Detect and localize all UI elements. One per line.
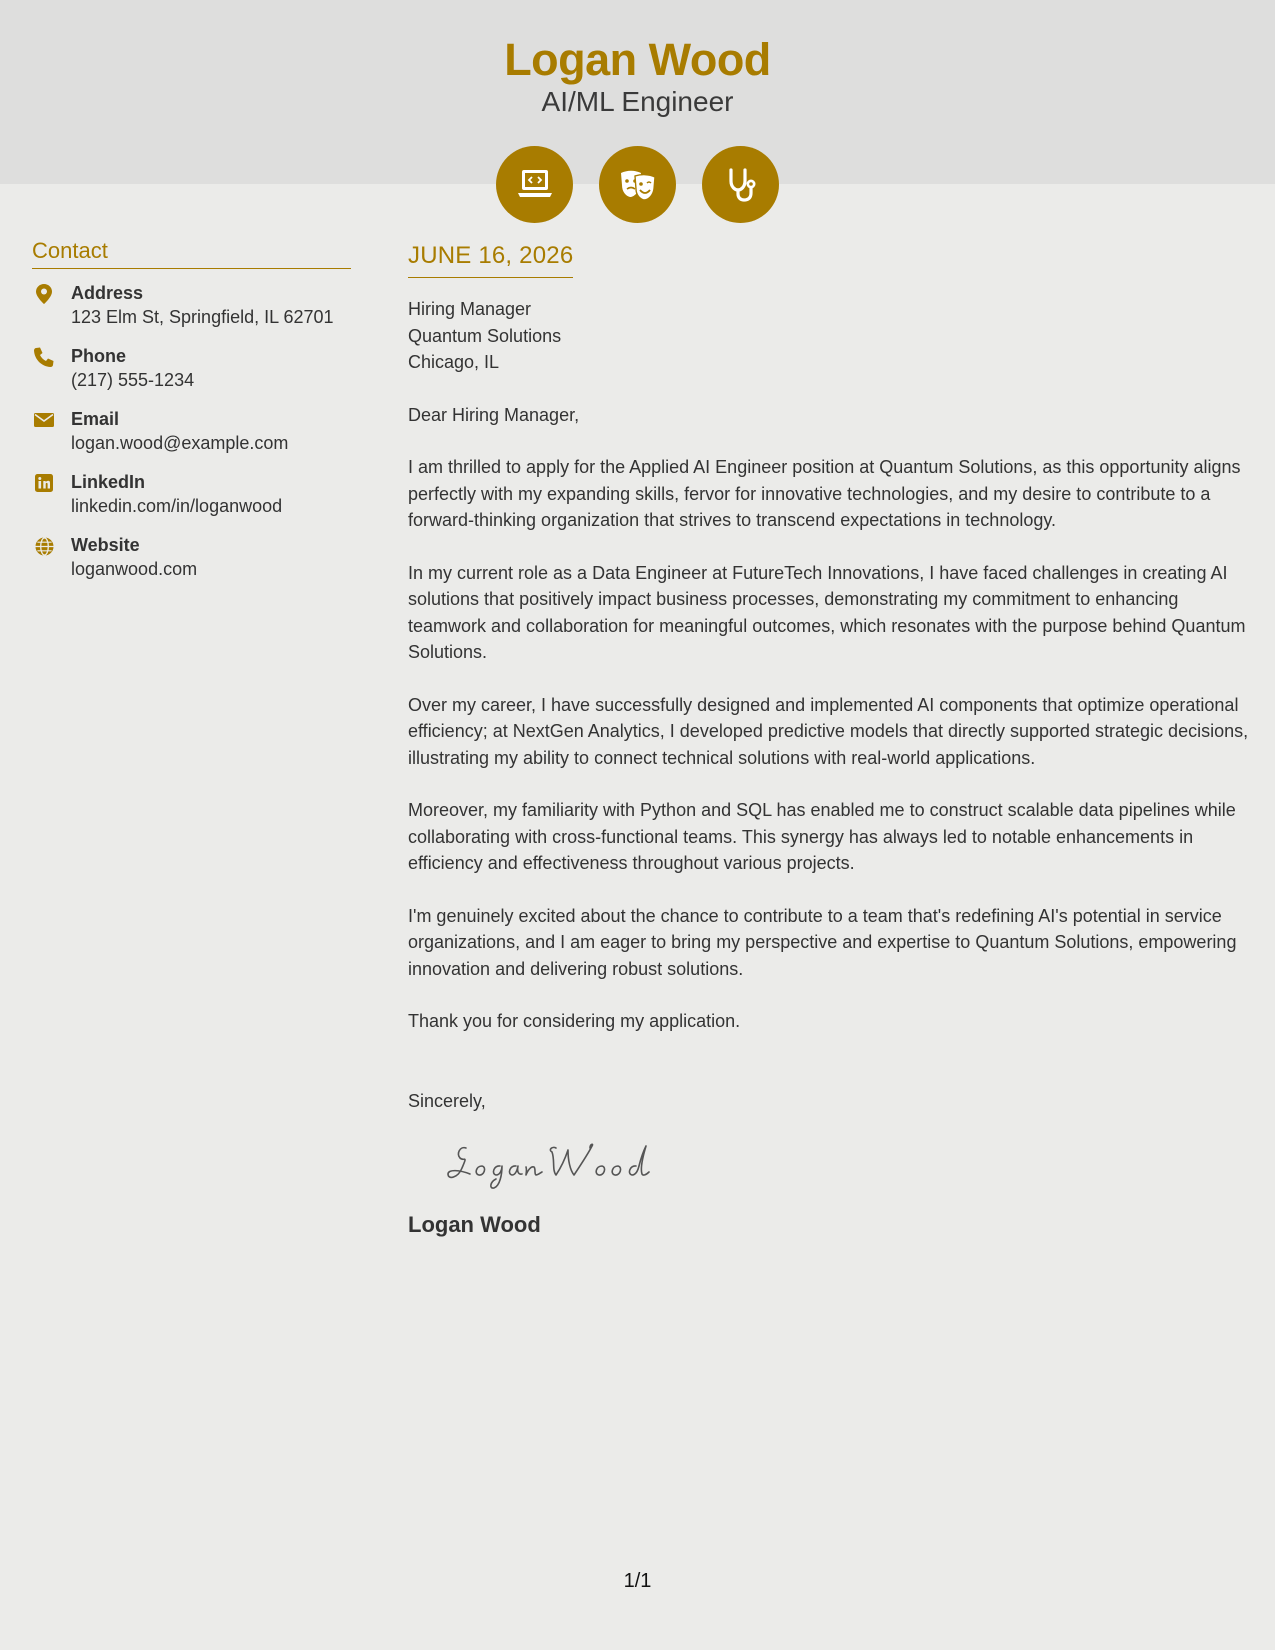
linkedin-icon [34,473,54,493]
letter-body [408,240,1250,1239]
contact-linkedin [32,470,351,533]
letter-paragraph: In my current role as a Data Engineer at FutureTech Innovations, I have faced challenges in creating AI solutions that positively impact business processes, demonstrating my commitment to enhancing teamwork and collaboration for meaningful outcomes, which resonates with the purpose behind Quantum Solutions. [408,562,1246,662]
theater-masks-icon [599,146,676,223]
letter-paragraph: Moreover, my familiarity with Python and SQL has enabled me to construct scalable data pipelines while collaborating with cross-functional teams. This synergy has always led to notable enhancements in efficiency and effectiveness throughout various projects. [408,800,1236,873]
envelope-icon [34,410,54,430]
job-title: AI/ML Engineer [541,86,734,117]
globe-icon [34,536,54,556]
handwritten-signature [444,1134,1250,1194]
letter-paragraph: I am thrilled to apply for the Applied AI Engineer position at Quantum Solutions, as this opportunity aligns perfectly with my expanding skills, fervor for innovative technologies, and my desire to contribute to a forward-thinking organization that strives to transcend expectations in technology. [408,457,1241,530]
salutation: Dear Hiring Manager, [408,404,580,425]
map-pin-icon [34,284,54,304]
contact-value: logan.wood@example.com [71,433,289,453]
phone-icon [34,347,54,367]
signed-name: Logan Wood [408,1212,541,1237]
contact-label: Address [71,283,144,303]
contact-value: 123 Elm St, Springfield, IL 62701 [71,307,334,327]
contact-label: Email [71,409,120,429]
contact-section-title: Contact [32,238,351,269]
contact-website [32,533,351,596]
contact-value: linkedin.com/in/loganwood [71,496,283,516]
recipient-line: Hiring Manager [408,299,532,319]
letter-date: JUNE 16, 2026 [408,240,573,278]
stethoscope-icon [702,146,779,223]
contact-label: LinkedIn [71,472,146,492]
laptop-code-icon [496,146,573,223]
contact-label: Phone [71,346,127,366]
contact-email [32,407,351,470]
recipient-line: Chicago, IL [408,352,500,372]
closing: Sincerely, [408,1090,486,1111]
page-number: 1/1 [623,1570,652,1592]
contact-address [32,281,351,344]
applicant-name: Logan Wood [504,34,771,85]
contact-label: Website [71,535,140,555]
letter-paragraph: Thank you for considering my application. [408,1011,741,1031]
interest-icons [0,146,1275,223]
letter-paragraph: Over my career, I have successfully designed and implemented AI components that optimize operational efficiency; at NextGen Analytics, I developed predictive models that directly supported strategic decisions, illustrating my ability to connect technical solutions with real-world applications. [408,694,1249,768]
contact-value: (217) 555-1234 [71,370,195,390]
recipient-line: Quantum Solutions [408,325,562,346]
contact-value: loganwood.com [71,559,198,579]
recipient-block [408,296,1250,376]
sidebar [32,238,351,596]
letter-paragraph: I'm genuinely excited about the chance to contribute to a team that's redefining AI's potential in service organizations, and I am eager to bring my perspective and expertise to Quantum Solutions, empowering innovation and delivering robust solutions. [408,905,1237,979]
contact-phone [32,344,351,407]
